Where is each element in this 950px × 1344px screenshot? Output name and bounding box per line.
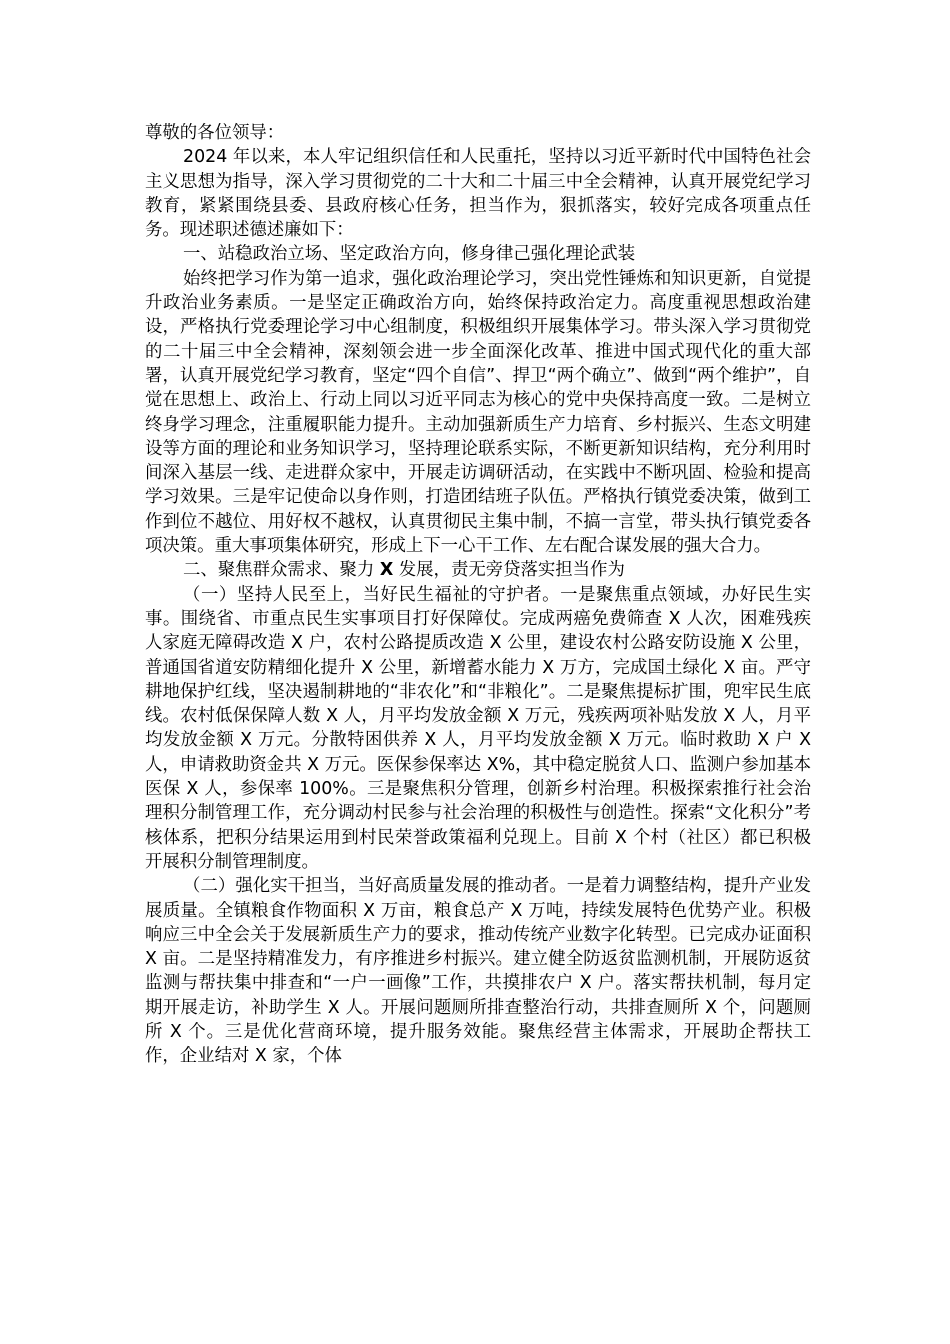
salutation: 尊敬的各位领导： xyxy=(145,123,285,143)
section-2-heading xyxy=(145,558,811,582)
section-1-heading: 一、站稳政治立场、坚定政治方向，修身律己强化理论武装 xyxy=(183,244,636,265)
section-1-body: 始终把学习作为第一追求，强化政治理论学习，突出党性锤炼和知识更新，自觉提升政治业务素质。一是坚定正确政治方向，始终保持政治定力。高度重视思想政治建设，严格执行党委理论学习中心组制度，积极组织开展集体学习。带头深入学习贯彻党的二十届三中全会精神，深刻领会进一步全面深化改革、推进中国式现代化的重大部署，认真开展党纪学习教育，坚定“四个自信”、捍卫“两个确立”、做到“两个维护”，自觉在思想上、政治上、行动上同以习近平同志为核心的党中央保持高度一致。二是树立终身学习理念，注重履职能力提升。主动加强新质生产力培育、乡村振兴、生态文明建设等方面的理论和业务知识学习，坚持理论联系实际，不断更新知识结构，充分利用时间深入基层一线、走进群众家中，开展走访调研活动，在实践中不断巩固、检验和提高学习效果。三是牢记使命以身作则，打造团结班子队伍。严格执行镇党委决策，做到工作到位不越位、用好权不越权，认真贯彻民主集中制，不搞一言堂，带头执行镇党委各项决策。重大事项集体研究，形成上下一心干工作、左右配合谋发展的强大合力。 xyxy=(145,268,811,557)
section-2-heading-x: X xyxy=(379,560,394,581)
subsection-2-body: （二）强化实干担当，当好高质量发展的推动者。一是着力调整结构，提升产业发展质量。全镇粮食作物面积 X 万亩，粮食总产 X 万吨，持续发展特色优势产业。积极响应三中全会关于发展新质生产力的要求，推动传统产业数字化转型。已完成办证面积 X 亩。二是坚持精准发力，有序推进乡村振兴。建立健全防返贫监测机制，开展防返贫监测与帮扶集中排查和“一户一画像”工作，共摸排农户 X 户。落实帮扶机制，每月定期开展走访，补助学生 X 人。开展问题厕所排查整治行动，共排查厕所 X 个，问题厕所 X 个。三是优化营商环境，提升服务效能。聚焦经营主体需求，开展助企帮扶工作，企业结对 X 家，个体 xyxy=(145,876,811,1067)
section-2-heading-prefix: 二、聚焦群众需求、聚力 xyxy=(183,560,380,581)
document-page xyxy=(145,121,811,1069)
section-2-heading-suffix: 发展，责无旁贷落实担当作为 xyxy=(393,560,625,581)
subsection-1-body: （一）坚持人民至上，当好民生福祉的守护者。一是聚焦重点领域，办好民生实事。围绕省、市重点民生实事项目打好保障仗。完成两癌免费筛查 X 人次，困难残疾人家庭无障碍改造 X 户，农村公路提质改造 X 公里，建设农村公路安防设施 X 公里，普通国省道安防精细化提升 X 公里，新增蓄水能力 X 万方，完成国土绿化 X 亩。严守耕地保护红线，坚决遏制耕地的“非农化”和“非粮化”。二是聚焦提标扩围，兜牢民生底线。农村低保保障人数 X 人，月平均发放金额 X 万元，残疾两项补贴发放 X 人，月平均发放金额 X 万元。分散特困供养 X 人，月平均发放金额 X 万元。临时救助 X 户 X 人，申请救助资金共 X 万元。医保参保率达 X%，其中稳定脱贫人口、监测户参加基本医保 X 人，参保率 100%。三是聚焦积分管理，创新乡村治理。积极探索推行社会治理积分制管理工作，充分调动村民参与社会治理的积极性与创造性。探索“文化积分”考核体系，把积分结果运用到村民荣誉政策福利兑现上。目前 X 个村（社区）都已积极开展积分制管理制度。 xyxy=(145,584,811,872)
intro-paragraph: 2024 年以来，本人牢记组织信任和人民重托，坚持以习近平新时代中国特色社会主义思想为指导，深入学习贯彻党的二十大和二十届三中全会精神，认真开展党纪学习教育，紧紧围绕县委、县政府核心任务，担当作为，狠抓落实，较好完成各项重点任务。现述职述德述廉如下： xyxy=(145,147,811,241)
